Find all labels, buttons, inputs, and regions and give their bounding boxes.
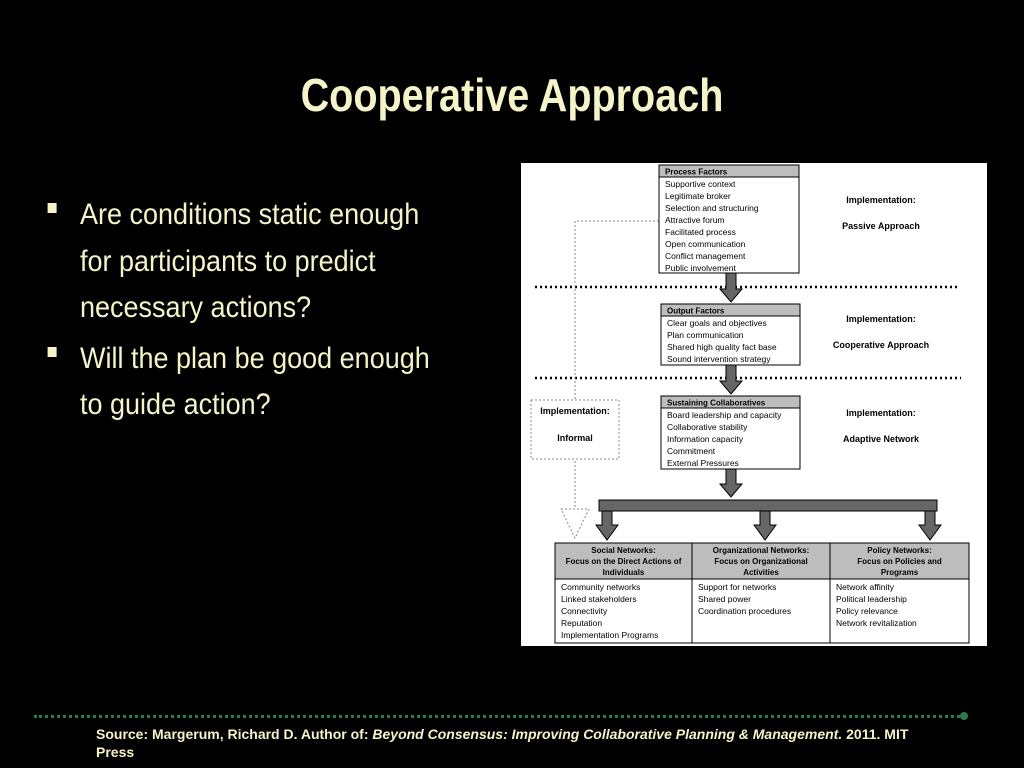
process-factor-item: Open communication <box>665 239 746 249</box>
bullet-item <box>44 336 458 429</box>
impl-adaptive-value: Adaptive Network <box>842 434 920 444</box>
process-factor-item: Facilitated process <box>665 227 736 237</box>
sustaining-item: External Pressures <box>667 458 739 468</box>
social-header-line: Individuals <box>602 568 645 577</box>
social-item: Reputation <box>561 618 603 628</box>
informal-connector <box>575 221 659 509</box>
down-arrow-icon <box>596 511 618 540</box>
source-citation <box>96 725 926 761</box>
source-suffix: 2011. MIT Press <box>96 726 909 760</box>
sustaining-item: Collaborative stability <box>667 422 748 432</box>
process-factor-item: Selection and structuring <box>665 203 759 213</box>
impl-cooperative-label: Implementation: <box>846 314 916 324</box>
organizational-networks-box <box>692 543 830 643</box>
policy-item: Policy relevance <box>836 606 898 616</box>
hollow-down-arrow-icon <box>561 509 589 538</box>
social-header-line: Social Networks: <box>591 546 656 555</box>
process-factor-item: Supportive context <box>665 179 736 189</box>
policy-header-line: Programs <box>880 568 919 577</box>
sustaining-item: Commitment <box>667 446 716 456</box>
down-arrow-icon <box>720 365 742 394</box>
social-header-line: Focus on the Direct Actions of <box>565 557 682 566</box>
source-book-title: Beyond Consensus: Improving Collaborative Planning & Management. <box>372 726 843 742</box>
down-arrow-icon <box>720 469 742 497</box>
policy-header-line: Focus on Policies and <box>857 557 942 566</box>
organizational-header-line: Organizational Networks: <box>712 546 810 555</box>
organizational-item: Shared power <box>698 594 751 604</box>
social-networks-box <box>555 543 692 643</box>
policy-networks-box <box>830 543 969 643</box>
process-factor-item: Conflict management <box>665 251 746 261</box>
impl-passive-label: Implementation: <box>846 195 916 205</box>
sustaining-item: Information capacity <box>667 434 744 444</box>
bullet-text: Are conditions static enough for participants to predict necessary actions? <box>80 198 420 324</box>
sustaining-header: Sustaining Collaboratives <box>667 398 766 408</box>
output-factors-box <box>661 304 800 365</box>
organizational-item: Support for networks <box>698 582 777 592</box>
process-factor-item: Public involvement <box>665 263 736 273</box>
bullet-item <box>44 192 458 332</box>
social-item: Community networks <box>561 582 641 592</box>
down-arrow-icon <box>754 511 776 540</box>
impl-informal-value: Informal <box>557 433 593 443</box>
process-factors-header: Process Factors <box>665 167 728 177</box>
square-bullet-icon <box>48 347 57 357</box>
policy-item: Network affinity <box>836 582 894 592</box>
organizational-item: Coordination procedures <box>698 606 792 616</box>
policy-header-line: Policy Networks: <box>867 546 932 555</box>
informal-box <box>531 400 619 459</box>
collaboration-diagram <box>521 163 987 646</box>
output-factor-item: Plan communication <box>667 330 744 340</box>
square-bullet-icon <box>48 203 57 213</box>
process-factors-box <box>659 165 799 273</box>
sustaining-collaboratives-box <box>661 396 800 469</box>
output-factor-item: Shared high quality fact base <box>667 342 777 352</box>
bullet-text: Will the plan be good enough to guide action? <box>80 341 430 421</box>
source-prefix: Source: Margerum, Richard D. Author of: <box>96 726 373 742</box>
sustaining-item: Board leadership and capacity <box>667 410 782 420</box>
impl-adaptive-label: Implementation: <box>846 408 916 418</box>
footer-divider-dot <box>960 712 968 720</box>
process-factor-item: Attractive forum <box>665 215 725 225</box>
impl-cooperative-value: Cooperative Approach <box>832 340 930 350</box>
process-factor-item: Legitimate broker <box>665 191 731 201</box>
organizational-header-line: Activities <box>743 568 779 577</box>
down-arrow-icon <box>919 511 941 540</box>
output-factors-header: Output Factors <box>667 306 725 316</box>
impl-informal-label: Implementation: <box>540 406 610 416</box>
organizational-header-line: Focus on Organizational <box>714 557 808 566</box>
social-item: Linked stakeholders <box>561 594 637 604</box>
social-item: Implementation Programs <box>561 630 659 640</box>
footer-divider <box>34 715 966 718</box>
policy-item: Network revitalization <box>836 618 917 628</box>
social-item: Connectivity <box>561 606 608 616</box>
output-factor-item: Sound intervention strategy <box>667 354 771 364</box>
slide-title: Cooperative Approach <box>300 69 724 121</box>
down-arrow-icon <box>720 273 742 302</box>
policy-item: Political leadership <box>836 594 907 604</box>
impl-passive-value: Passive Approach <box>842 221 920 231</box>
bullet-list <box>44 192 504 433</box>
branching-arrows <box>596 500 941 540</box>
output-factor-item: Clear goals and objectives <box>667 318 767 328</box>
